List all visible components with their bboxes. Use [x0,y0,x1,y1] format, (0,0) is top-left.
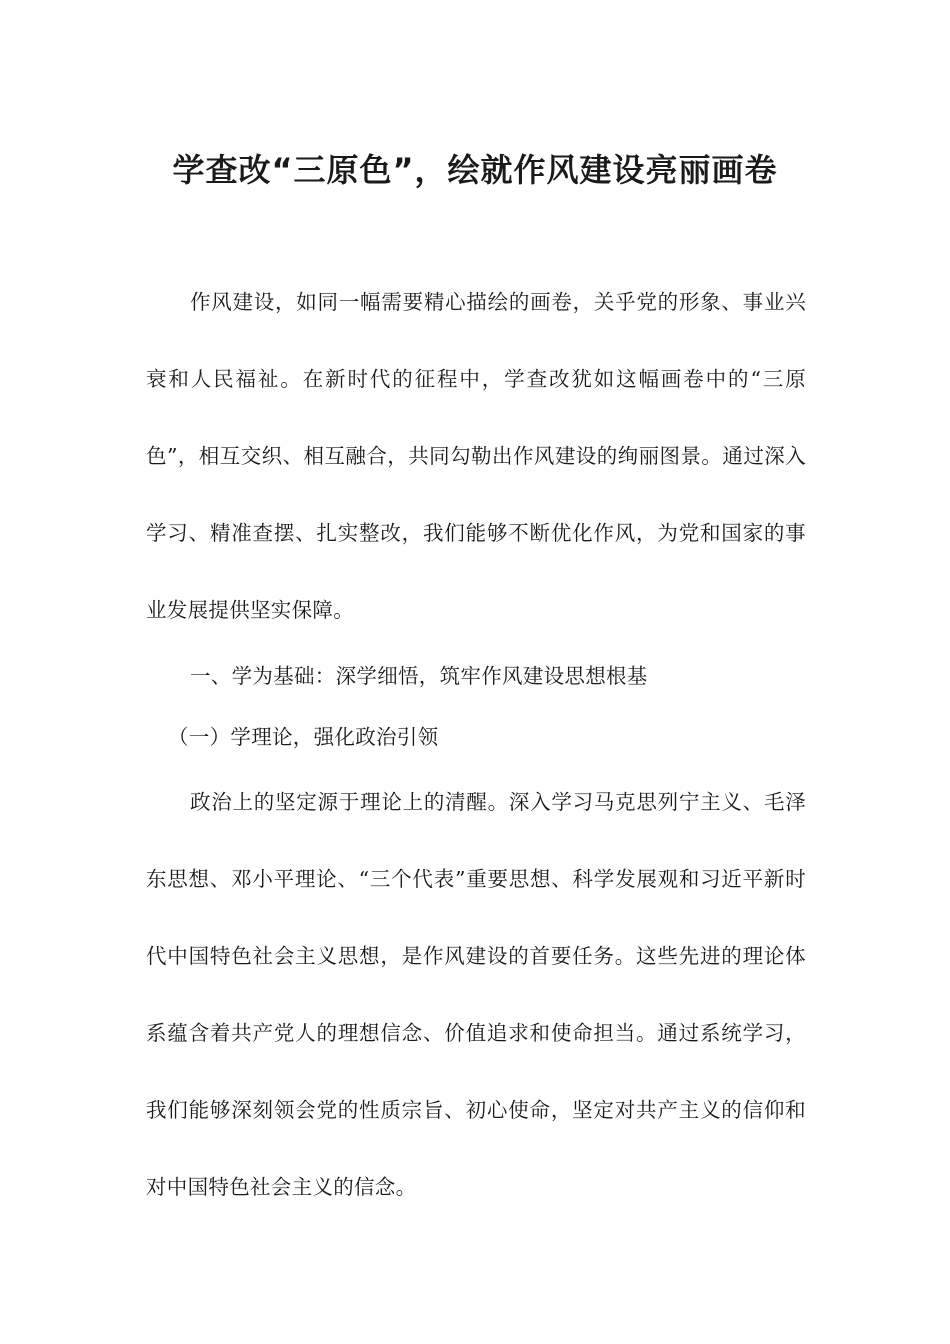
subsection-heading: （一）学理论，强化政治引领 [168,725,439,749]
section-heading: 一、学为基础：深学细悟，筑牢作风建设思想根基 [190,664,648,688]
document-title: 学查改“三原色”，绘就作风建设亮丽画卷 [172,151,778,189]
body-paragraph: 政治上的坚定源于理论上的清醒。深入学习马克思列宁主义、毛泽东思想、邓小平理论、“三个代表”重要思想、科学发展观和习近平新时代中国特色社会主义思想，是作风建设的首要任务。这些先进的理论体系蕴含着共产党人的理想信念、价值追求和使命担当。通过系统学习，我们能够深刻领会党的性质宗旨、初心使命，坚定对共产主义的信仰和对中国特色社会主义的信念。 [146,790,806,1199]
intro-paragraph: 作风建设，如同一幅需要精心描绘的画卷，关乎党的形象、事业兴衰和人民福祉。在新时代的征程中，学查改犹如这幅画卷中的“三原色”，相互交织、相互融合，共同勾勒出作风建设的绚丽图景。通过深入学习、精准查摆、扎实整改，我们能够不断优化作风，为党和国家的事业发展提供坚实保障。 [146,290,806,622]
